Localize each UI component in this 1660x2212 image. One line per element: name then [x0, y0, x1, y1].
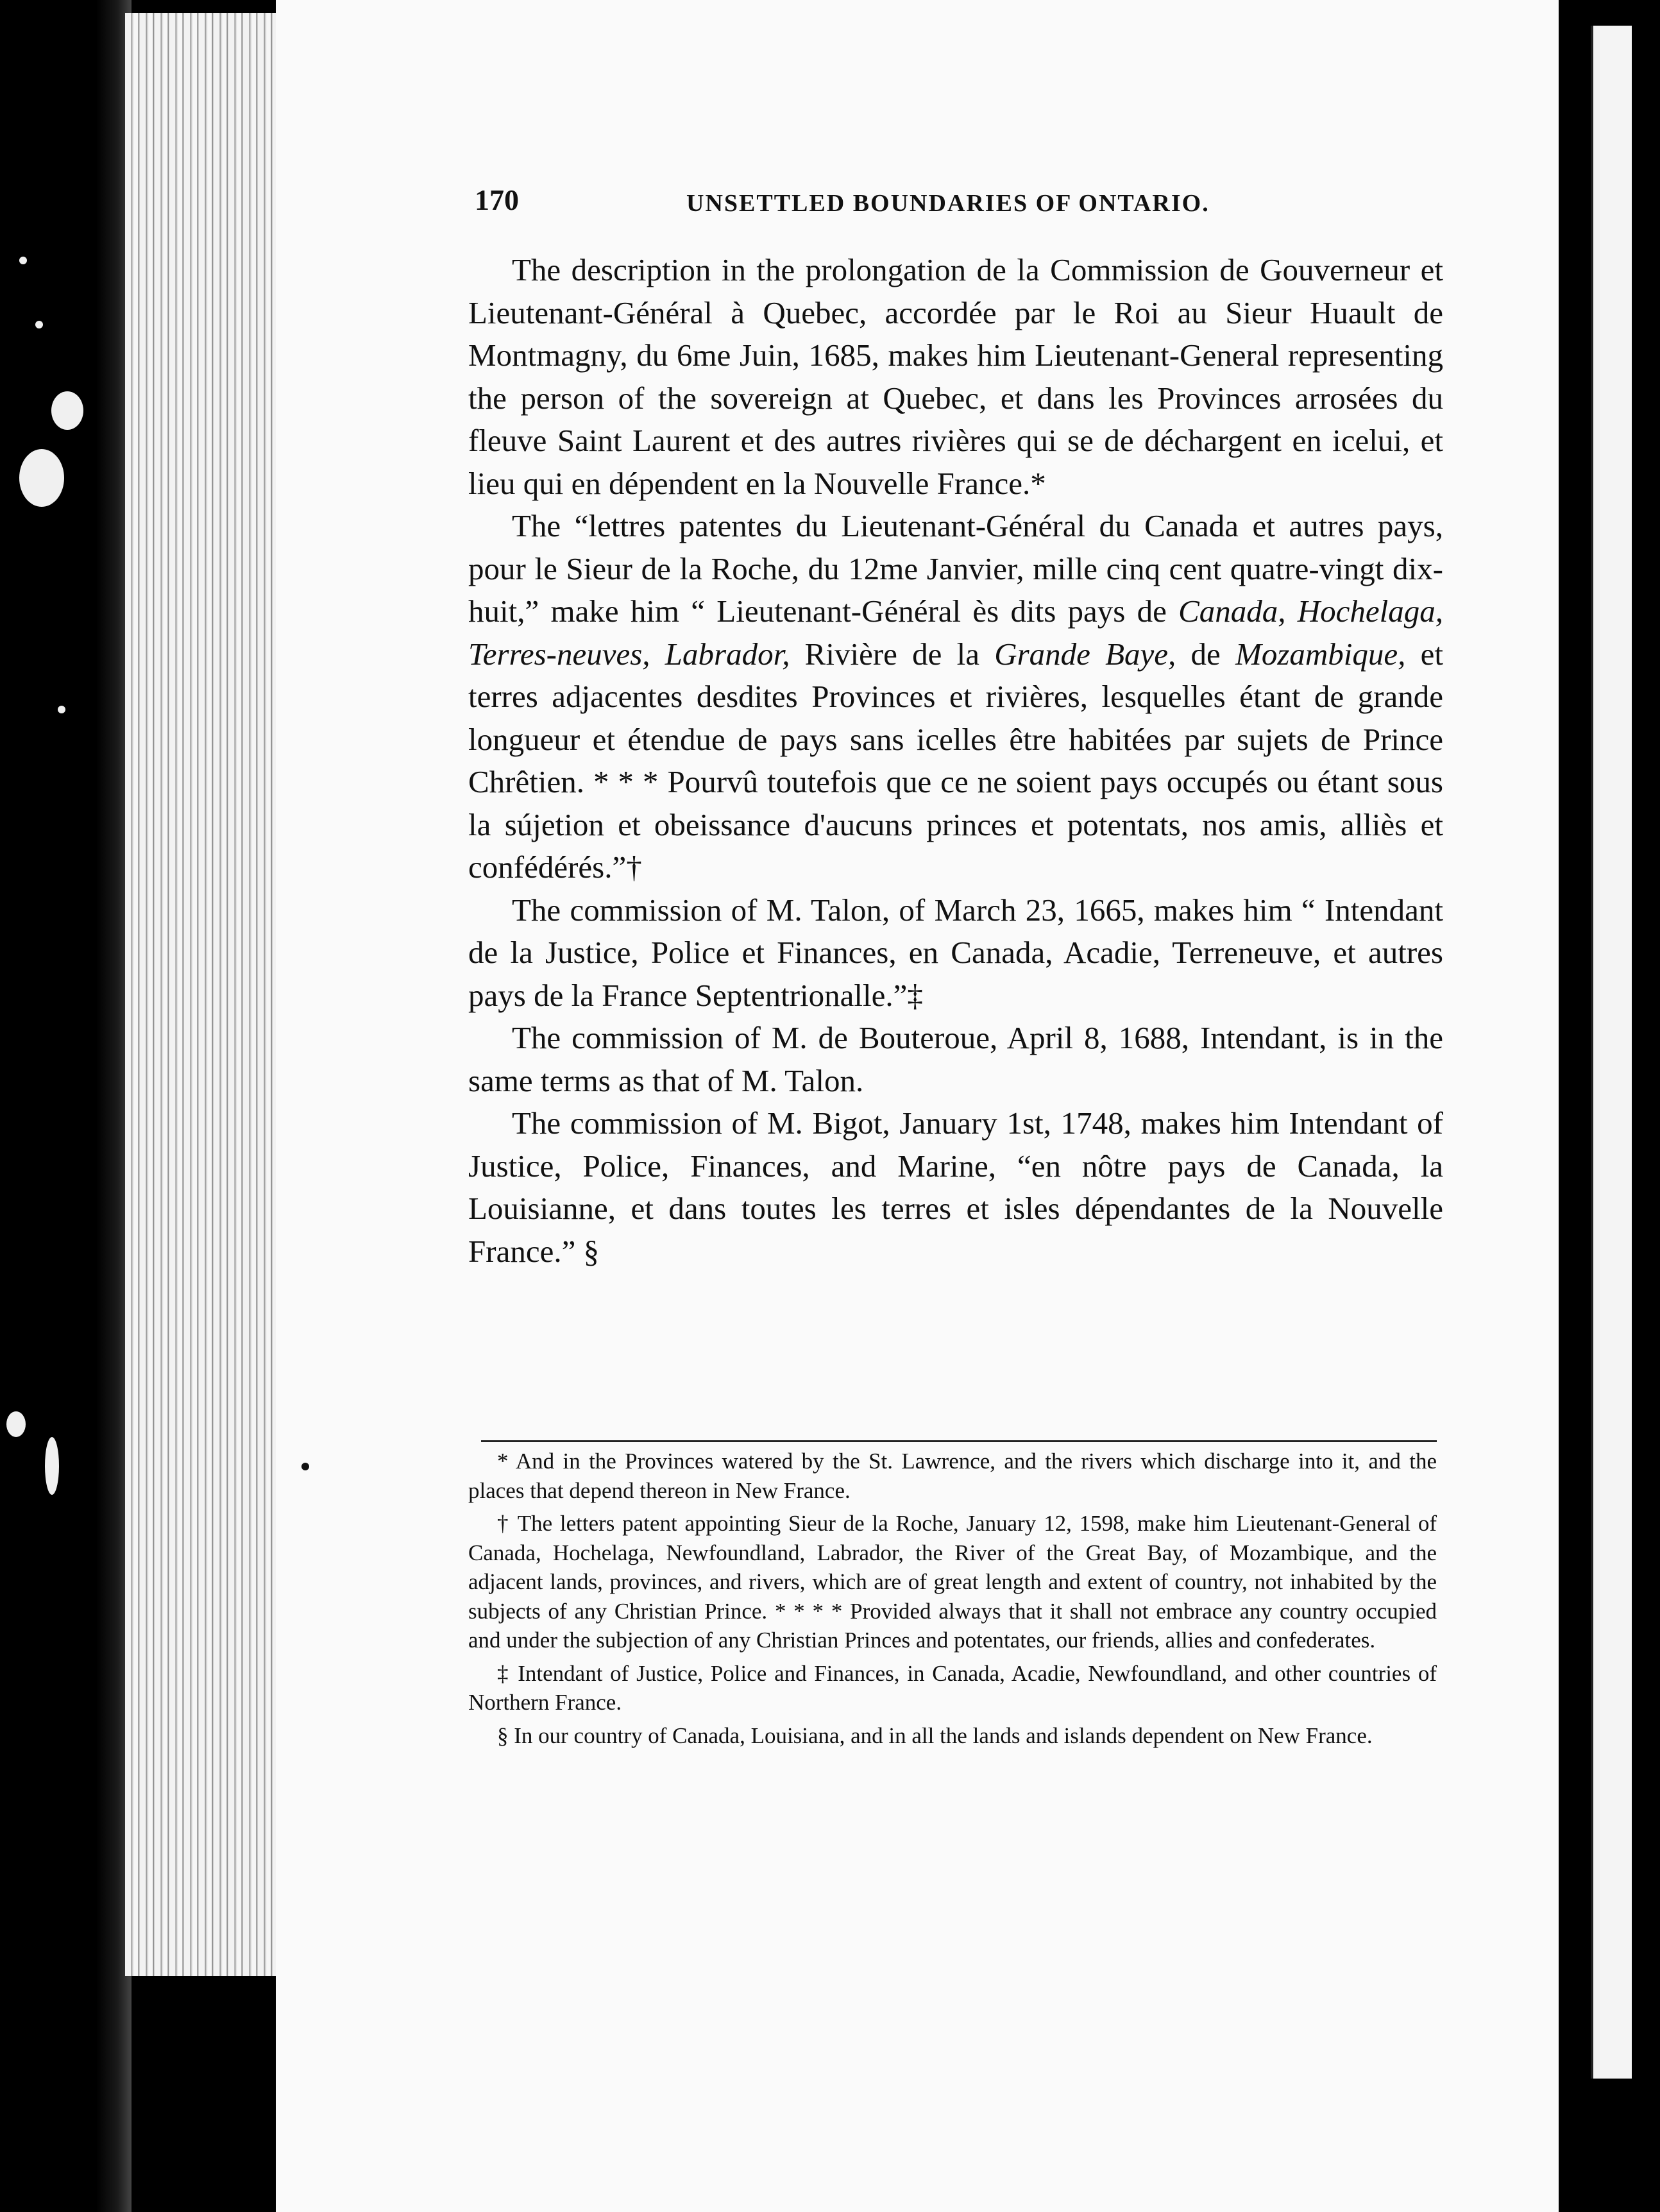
paragraph-4: The commission of M. de Bouteroue, April 8, 1688, Intendant, is in the same terms as that of M. Talon.: [468, 1020, 1443, 1098]
body-text: [468, 249, 1443, 1273]
scan-smudge: [51, 391, 83, 430]
scan-smudge: [45, 1437, 59, 1495]
paragraph-2-text: The “lettres patentes du Lieutenant-Général du Canada et autres pays, pour le Sieur de la Roche, du 12me Janvier, mille cinq cent quatre-vingt dix-huit,” make him “ Lieutenant-Général ès dits pays de: [468, 508, 1443, 629]
paragraph-2: [468, 505, 1443, 889]
paragraph-2-italic: Grande Baye,: [994, 636, 1176, 672]
paragraph-2-text: Rivière de la: [790, 636, 995, 672]
footnotes: [468, 1447, 1437, 1754]
footnote-2: † The letters patent appointing Sieur de la Roche, January 12, 1598, make him Lieutenant-General of Canada, Hochelaga, Newfoundland, Labrador, the River of the Great Bay, of Mozambique, and the adjacent lands, provinces, and rivers, which are of great length and extent of country, not inhabited by the subjects of any Christian Prince. * * * * Provided always that it shall not embrace any country occupied and under the subjection of any Christian Princes and potentates, our friends, allies and confederates.: [468, 1511, 1437, 1653]
paragraph-2-italic: Canada, Hochelaga, Terres-neuves, Labrador,: [468, 593, 1443, 672]
scan-smudge: [19, 449, 64, 507]
scan-speck: [19, 257, 27, 264]
paragraph-3: The commission of M. Talon, of March 23, 1665, makes him “ Intendant de la Justice, Police et Finances, en Canada, Acadie, Terreneuve, et autres pays de la France Septentrionalle.”‡: [468, 892, 1443, 1013]
page-number: 170: [475, 183, 519, 216]
paragraph-2-text: de: [1176, 636, 1235, 672]
footnote-rule: [481, 1440, 1437, 1442]
page-header: [475, 183, 1437, 228]
paragraph-1: The description in the prolongation de la Commission de Gouverneur et Lieutenant-Général à Quebec, accordée par le Roi au Sieur Huault de Montmagny, du 6me Juin, 1685, makes him Lieutenant-General representing the person of the sovereign at Quebec, et dans les Provinces arrosées du fleuve Saint Laurent et des autres rivières qui se de déchargent en icelui, et lieu qui en dépendent en la Nouvelle France.*: [468, 252, 1443, 501]
scan-speck: [35, 321, 43, 328]
stacked-page-edges: [125, 13, 281, 1976]
paragraph-2-text: et terres adjacentes desdites Provinces et rivières, lesquelles étant de grande longueur et étendue de pays sans icelles être habitées par sujets de Prince Chrêtien. * * * Pourvû toutefois que ce ne soient pays occupés ou étant sous la sújetion et obeissance d'aucuns princes et potentats, nos amis, alliès et confédérés.”†: [468, 636, 1443, 885]
scan-speck: [58, 706, 65, 713]
paragraph-2-italic: Mozambique,: [1235, 636, 1406, 672]
next-page-edge: [1591, 26, 1632, 2079]
running-title: UNSETTLED BOUNDARIES OF ONTARIO.: [686, 190, 1210, 217]
footnote-4: § In our country of Canada, Louisiana, and in all the lands and islands dependent on New France.: [497, 1723, 1373, 1748]
footnote-1: * And in the Provinces watered by the St. Lawrence, and the rivers which discharge into it, and the places that depend thereon in New France.: [468, 1449, 1437, 1503]
scan-smudge: [6, 1411, 26, 1437]
footnote-3: ‡ Intendant of Justice, Police and Finances, in Canada, Acadie, Newfoundland, and other countries of Northern France.: [468, 1660, 1437, 1715]
paragraph-5: The commission of M. Bigot, January 1st, 1748, makes him Intendant of Justice, Police, Finances, and Marine, “en nôtre pays de Canada, la Louisianne, et dans toutes les terres et isles dépendantes de la Nouvelle France.” §: [468, 1105, 1443, 1269]
scan-speck: [301, 1463, 309, 1470]
